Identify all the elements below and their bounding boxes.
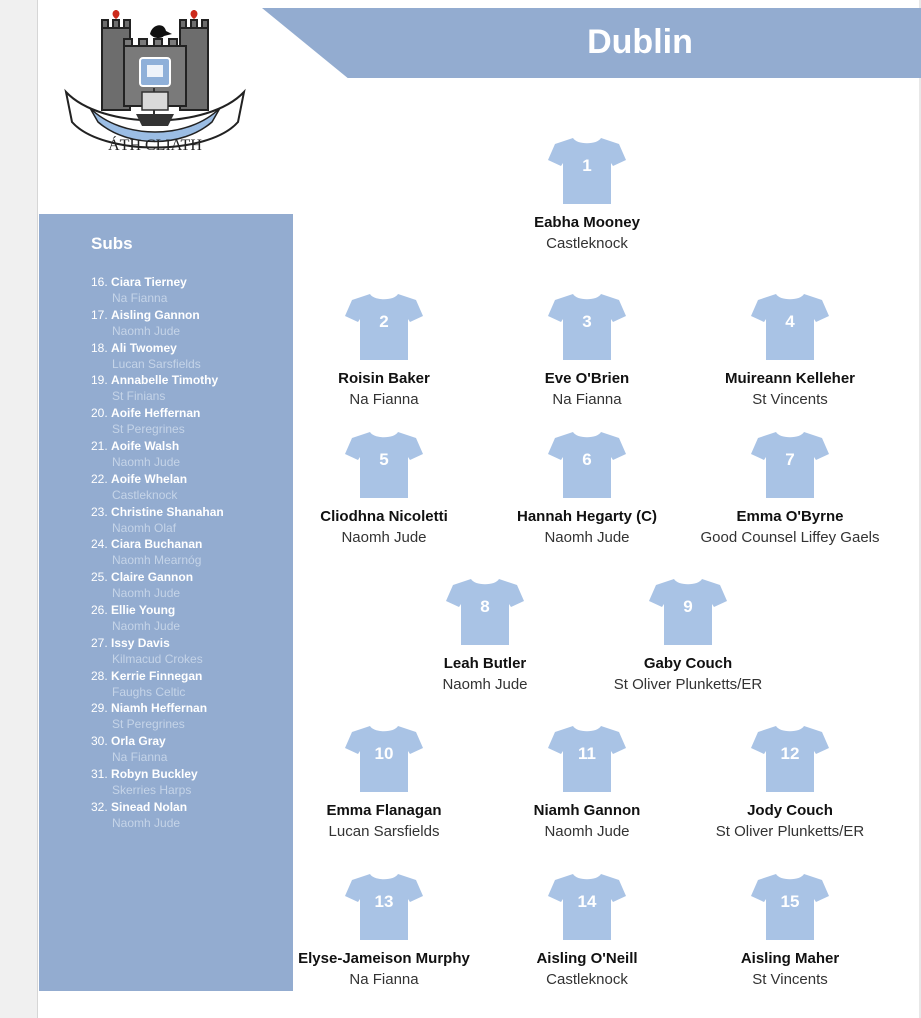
sub-player: [91, 635, 291, 651]
sub-list-item: [91, 569, 291, 602]
sub-number: 31.: [91, 766, 108, 781]
sub-player-club: Na Fianna: [112, 750, 168, 765]
sub-list-item: [91, 536, 291, 569]
jersey-icon: [547, 136, 627, 206]
player-name: Emma O'Byrne: [736, 508, 844, 525]
sub-player-club: Naomh Jude: [112, 454, 181, 469]
sub-player-club: Naomh Jude: [112, 815, 181, 830]
player-card: [680, 292, 900, 408]
sub-player-name: Claire Gannon: [111, 570, 194, 585]
player-name: Eve O'Brien: [544, 370, 630, 387]
sub-player-name: Sinead Nolan: [111, 799, 188, 814]
player-card: [274, 872, 494, 988]
sub-number: 27.: [91, 635, 108, 650]
sub-number: 20.: [91, 406, 108, 421]
jersey-number: 3: [582, 312, 592, 331]
sub-list-item: [91, 733, 291, 766]
jersey-icon: [547, 292, 627, 362]
sub-player: [91, 733, 291, 749]
jersey-icon: [750, 430, 830, 500]
player-name: Roisin Baker: [338, 370, 430, 387]
sub-number: 26.: [91, 602, 108, 617]
sub-number: 32.: [91, 799, 108, 814]
player-club: St Vincents: [752, 391, 828, 408]
player-name: Aisling Maher: [740, 950, 840, 967]
sub-list-item: [91, 471, 291, 504]
jersey-number: 10: [374, 744, 394, 763]
sub-number: 17.: [91, 307, 108, 322]
sub-list-item: [91, 799, 291, 832]
subs-list: [91, 274, 291, 832]
sub-player-club: Naomh Mearnóg: [112, 553, 202, 568]
player-card: [477, 430, 697, 546]
sub-list-item: [91, 405, 291, 438]
sub-player: [91, 274, 291, 290]
sub-list-item: [91, 700, 291, 733]
player-card: [274, 724, 494, 840]
player-card: [578, 577, 798, 693]
jersey-number: 13: [374, 892, 394, 911]
svg-text:ÁTH CLIATH: ÁTH CLIATH: [108, 137, 202, 154]
dublin-crest-logo: [62, 10, 248, 160]
sub-number: 23.: [91, 504, 108, 519]
player-club: Good Counsel Liffey Gaels: [700, 529, 880, 546]
sub-player-name: Robyn Buckley: [111, 766, 198, 781]
sub-list-item: [91, 340, 291, 373]
jersey-number: 14: [577, 892, 597, 911]
sub-player: [91, 372, 291, 388]
sub-player-club: St Peregrines: [112, 717, 185, 732]
jersey-icon: [344, 724, 424, 794]
player-club: Na Fianna: [349, 391, 419, 408]
player-name: Leah Butler: [443, 655, 527, 672]
sub-player: [91, 471, 291, 487]
jersey-icon: [750, 292, 830, 362]
sub-list-item: [91, 668, 291, 701]
sub-number: 28.: [91, 668, 108, 683]
sub-player: [91, 307, 291, 323]
jersey-icon: [648, 577, 728, 647]
sub-list-item: [91, 372, 291, 405]
player-name: Gaby Couch: [643, 655, 733, 672]
player-card: [274, 292, 494, 408]
sub-player: [91, 569, 291, 585]
sub-player: [91, 668, 291, 684]
sub-player-name: Ciara Tierney: [111, 275, 187, 289]
jersey-number: 8: [480, 597, 490, 616]
jersey-icon: [750, 724, 830, 794]
jersey-number: 4: [785, 312, 795, 331]
jersey-number: 1: [582, 156, 592, 175]
sub-player: [91, 504, 291, 520]
jersey-icon: [750, 872, 830, 942]
jersey-icon: [547, 872, 627, 942]
sub-player-club: Naomh Jude: [112, 586, 181, 601]
sub-number: 18.: [91, 340, 108, 355]
player-club: Lucan Sarsfields: [328, 823, 440, 840]
sub-number: 16.: [91, 275, 108, 289]
sub-number: 24.: [91, 537, 108, 552]
player-card: [375, 577, 595, 693]
sub-player-name: Ellie Young: [111, 602, 176, 617]
sub-number: 29.: [91, 701, 108, 716]
sub-number: 22.: [91, 471, 108, 486]
jersey-icon: [445, 577, 525, 647]
jersey-number: 11: [578, 744, 596, 763]
jersey-number: 5: [379, 450, 389, 469]
player-club: Na Fianna: [552, 391, 622, 408]
sub-player: [91, 340, 291, 356]
sub-player: [91, 766, 291, 782]
player-name: Cliodhna Nicoletti: [320, 508, 448, 525]
player-name: Eabha Mooney: [534, 214, 640, 231]
sub-player: [91, 602, 291, 618]
team-title: Dublin: [587, 23, 693, 61]
player-card: [477, 872, 697, 988]
player-club: St Oliver Plunketts/ER: [613, 676, 763, 693]
player-name: Jody Couch: [747, 802, 833, 819]
player-club: St Oliver Plunketts/ER: [715, 823, 865, 840]
player-card: [477, 724, 697, 840]
player-card: [680, 872, 900, 988]
sub-player-club: Kilmacud Crokes: [112, 651, 203, 666]
player-name: Emma Flanagan: [326, 802, 442, 819]
sub-player-name: Annabelle Timothy: [111, 373, 219, 388]
sub-number: 19.: [91, 373, 108, 388]
sub-player-name: Issy Davis: [111, 635, 170, 650]
jersey-number: 6: [582, 450, 592, 469]
sub-number: 21.: [91, 438, 108, 453]
sub-player-name: Aoife Whelan: [111, 471, 188, 486]
player-club: Na Fianna: [349, 971, 419, 988]
sub-player-club: Castleknock: [112, 487, 178, 502]
player-name: Hannah Hegarty (C): [516, 508, 658, 525]
page-edge-left: [0, 0, 38, 1018]
jersey-number: 2: [379, 312, 389, 331]
jersey-number: 7: [785, 450, 795, 469]
sub-list-item: [91, 504, 291, 537]
player-name: Elyse-Jameison Murphy: [298, 950, 470, 967]
sub-player-club: Lucan Sarsfields: [112, 356, 201, 371]
sub-player-name: Ali Twomey: [111, 340, 177, 355]
sub-list-item: [91, 307, 291, 340]
sub-player-club: St Peregrines: [112, 422, 185, 437]
sub-player-name: Niamh Heffernan: [111, 701, 208, 716]
sub-player-name: Christine Shanahan: [111, 504, 224, 519]
sub-player: [91, 536, 291, 552]
jersey-number: 15: [780, 892, 800, 911]
sub-player-club: Faughs Celtic: [112, 684, 186, 699]
player-name: Muireann Kelleher: [724, 370, 856, 387]
sub-player-name: Kerrie Finnegan: [111, 668, 203, 683]
sub-player: [91, 405, 291, 421]
player-club: Naomh Jude: [442, 676, 528, 693]
jersey-icon: [344, 872, 424, 942]
subs-heading: Subs: [91, 234, 133, 253]
sub-player-club: St Finians: [112, 389, 166, 404]
sub-player-club: Naomh Jude: [112, 618, 181, 633]
player-card: [477, 136, 697, 252]
player-card: [477, 292, 697, 408]
player-club: Castleknock: [546, 235, 628, 252]
sub-player-club: Na Fianna: [112, 291, 168, 305]
sub-list-item: [91, 635, 291, 668]
player-club: St Vincents: [752, 971, 828, 988]
sub-player-name: Aisling Gannon: [111, 307, 200, 322]
sub-player: [91, 700, 291, 716]
sub-player-name: Aoife Walsh: [111, 438, 180, 453]
jersey-number: 9: [683, 597, 693, 616]
player-club: Naomh Jude: [341, 529, 427, 546]
sub-number: 30.: [91, 734, 108, 749]
sub-player-club: Naomh Olaf: [112, 520, 177, 535]
player-name: Aisling O'Neill: [536, 950, 638, 967]
jersey-number: 12: [780, 744, 800, 763]
sub-list-item: [91, 602, 291, 635]
player-name: Niamh Gannon: [533, 802, 641, 819]
sub-list-item: [91, 438, 291, 471]
player-card: [680, 724, 900, 840]
jersey-icon: [344, 292, 424, 362]
sub-player-club: Naomh Jude: [112, 323, 181, 338]
sub-player-name: Orla Gray: [111, 734, 166, 749]
sub-player: [91, 799, 291, 815]
jersey-icon: [547, 430, 627, 500]
sub-player-club: Skerries Harps: [112, 782, 192, 797]
sub-list-item: [91, 766, 291, 799]
player-card: [274, 430, 494, 546]
sub-player: [91, 438, 291, 454]
player-card: [680, 430, 900, 546]
jersey-icon: [547, 724, 627, 794]
jersey-icon: [344, 430, 424, 500]
sub-player-name: Aoife Heffernan: [111, 406, 201, 421]
sub-number: 25.: [91, 570, 108, 585]
player-club: Naomh Jude: [544, 529, 630, 546]
player-club: Naomh Jude: [544, 823, 630, 840]
sub-player-name: Ciara Buchanan: [111, 537, 203, 552]
subs-panel: [39, 214, 293, 991]
player-club: Castleknock: [546, 971, 628, 988]
sub-list-item: [91, 274, 291, 307]
